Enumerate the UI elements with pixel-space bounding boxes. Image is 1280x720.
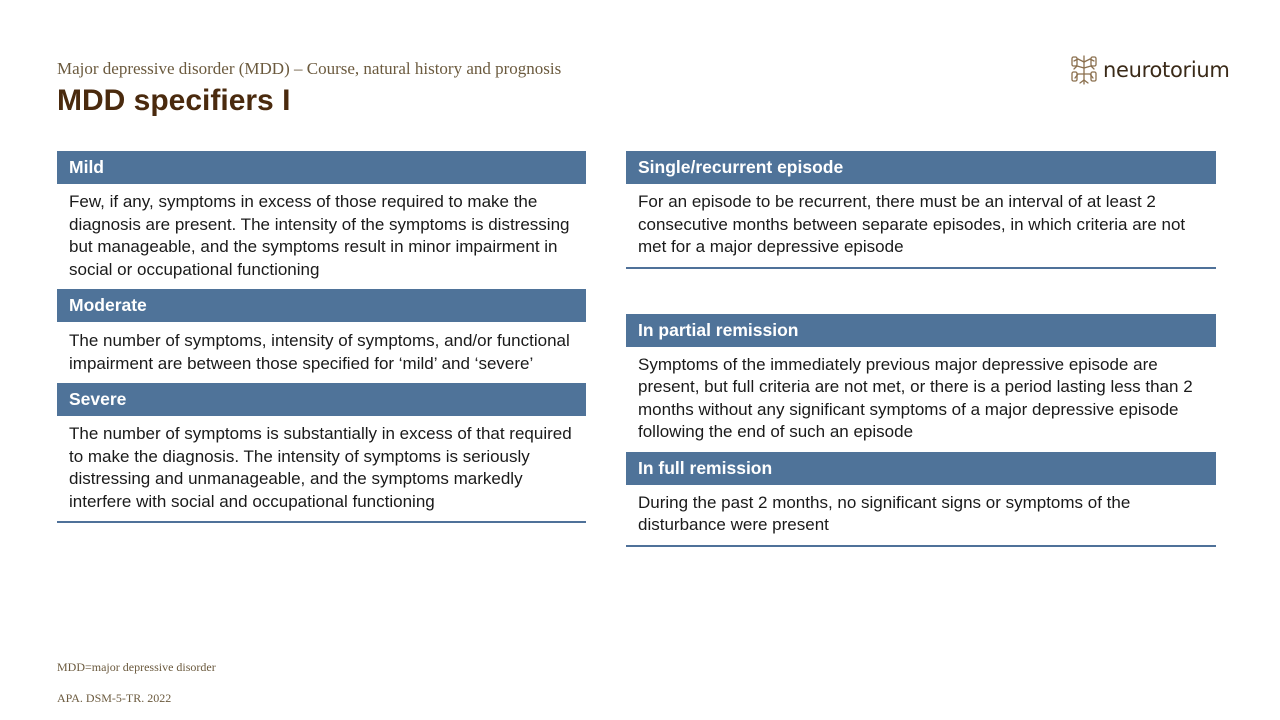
right-column [626,151,1216,547]
specifier-heading: In partial remission [626,314,1216,347]
specifier-card-severe [57,383,586,523]
specifier-card-mild [57,151,586,289]
slide-title: MDD specifiers I [57,84,291,117]
specifier-text: For an episode to be recurrent, there must be an interval of at least 2 consecutive months between separate episodes, in which criteria are not met for a major depressive episode [638,192,1186,256]
specifier-heading: Severe [57,383,586,416]
reference-footnote: APA. DSM-5-TR. 2022 [57,691,172,705]
specifier-card-partial-remission [626,314,1216,452]
slide-subtitle: Major depressive disorder (MDD) – Course, natural history and prognosis [57,59,562,78]
abbreviation-footnote: MDD=major depressive disorder [57,660,216,674]
specifier-text: Symptoms of the immediately previous major depressive episode are present, but full criteria are not met, or there is a period lasting less than 2 months without any significant symptoms of a major depressive episode following the end of such an episode [638,354,1193,441]
specifier-card-full-remission [626,452,1216,547]
specifier-text: During the past 2 months, no significant signs or symptoms of the disturbance were present [638,492,1131,534]
specifier-heading: In full remission [626,452,1216,485]
specifier-card-moderate [57,289,586,383]
specifier-heading: Moderate [57,289,586,322]
left-column [57,151,586,523]
specifier-text: The number of symptoms is substantially in excess of that required to make the diagnosis. The intensity of symptoms is seriously distressing and unmanageable, and the symptoms markedly interfere with social and occupational functioning [69,424,572,511]
specifier-heading: Mild [57,151,586,184]
specifier-text: Few, if any, symptoms in excess of those required to make the diagnosis are present. The intensity of the symptoms is distressing but manageable, and the symptoms result in minor impairment in social or occupational functioning [69,192,570,279]
specifier-heading: Single/recurrent episode [626,151,1216,184]
neuron-logo-icon [1071,54,1097,86]
specifier-card-single-recurrent [626,151,1216,269]
neurotorium-logo [1071,54,1230,86]
logo-text: neurotorium [1103,58,1230,82]
specifier-text: The number of symptoms, intensity of symptoms, and/or functional impairment are between those specified for ‘mild’ and ‘severe’ [69,331,570,373]
